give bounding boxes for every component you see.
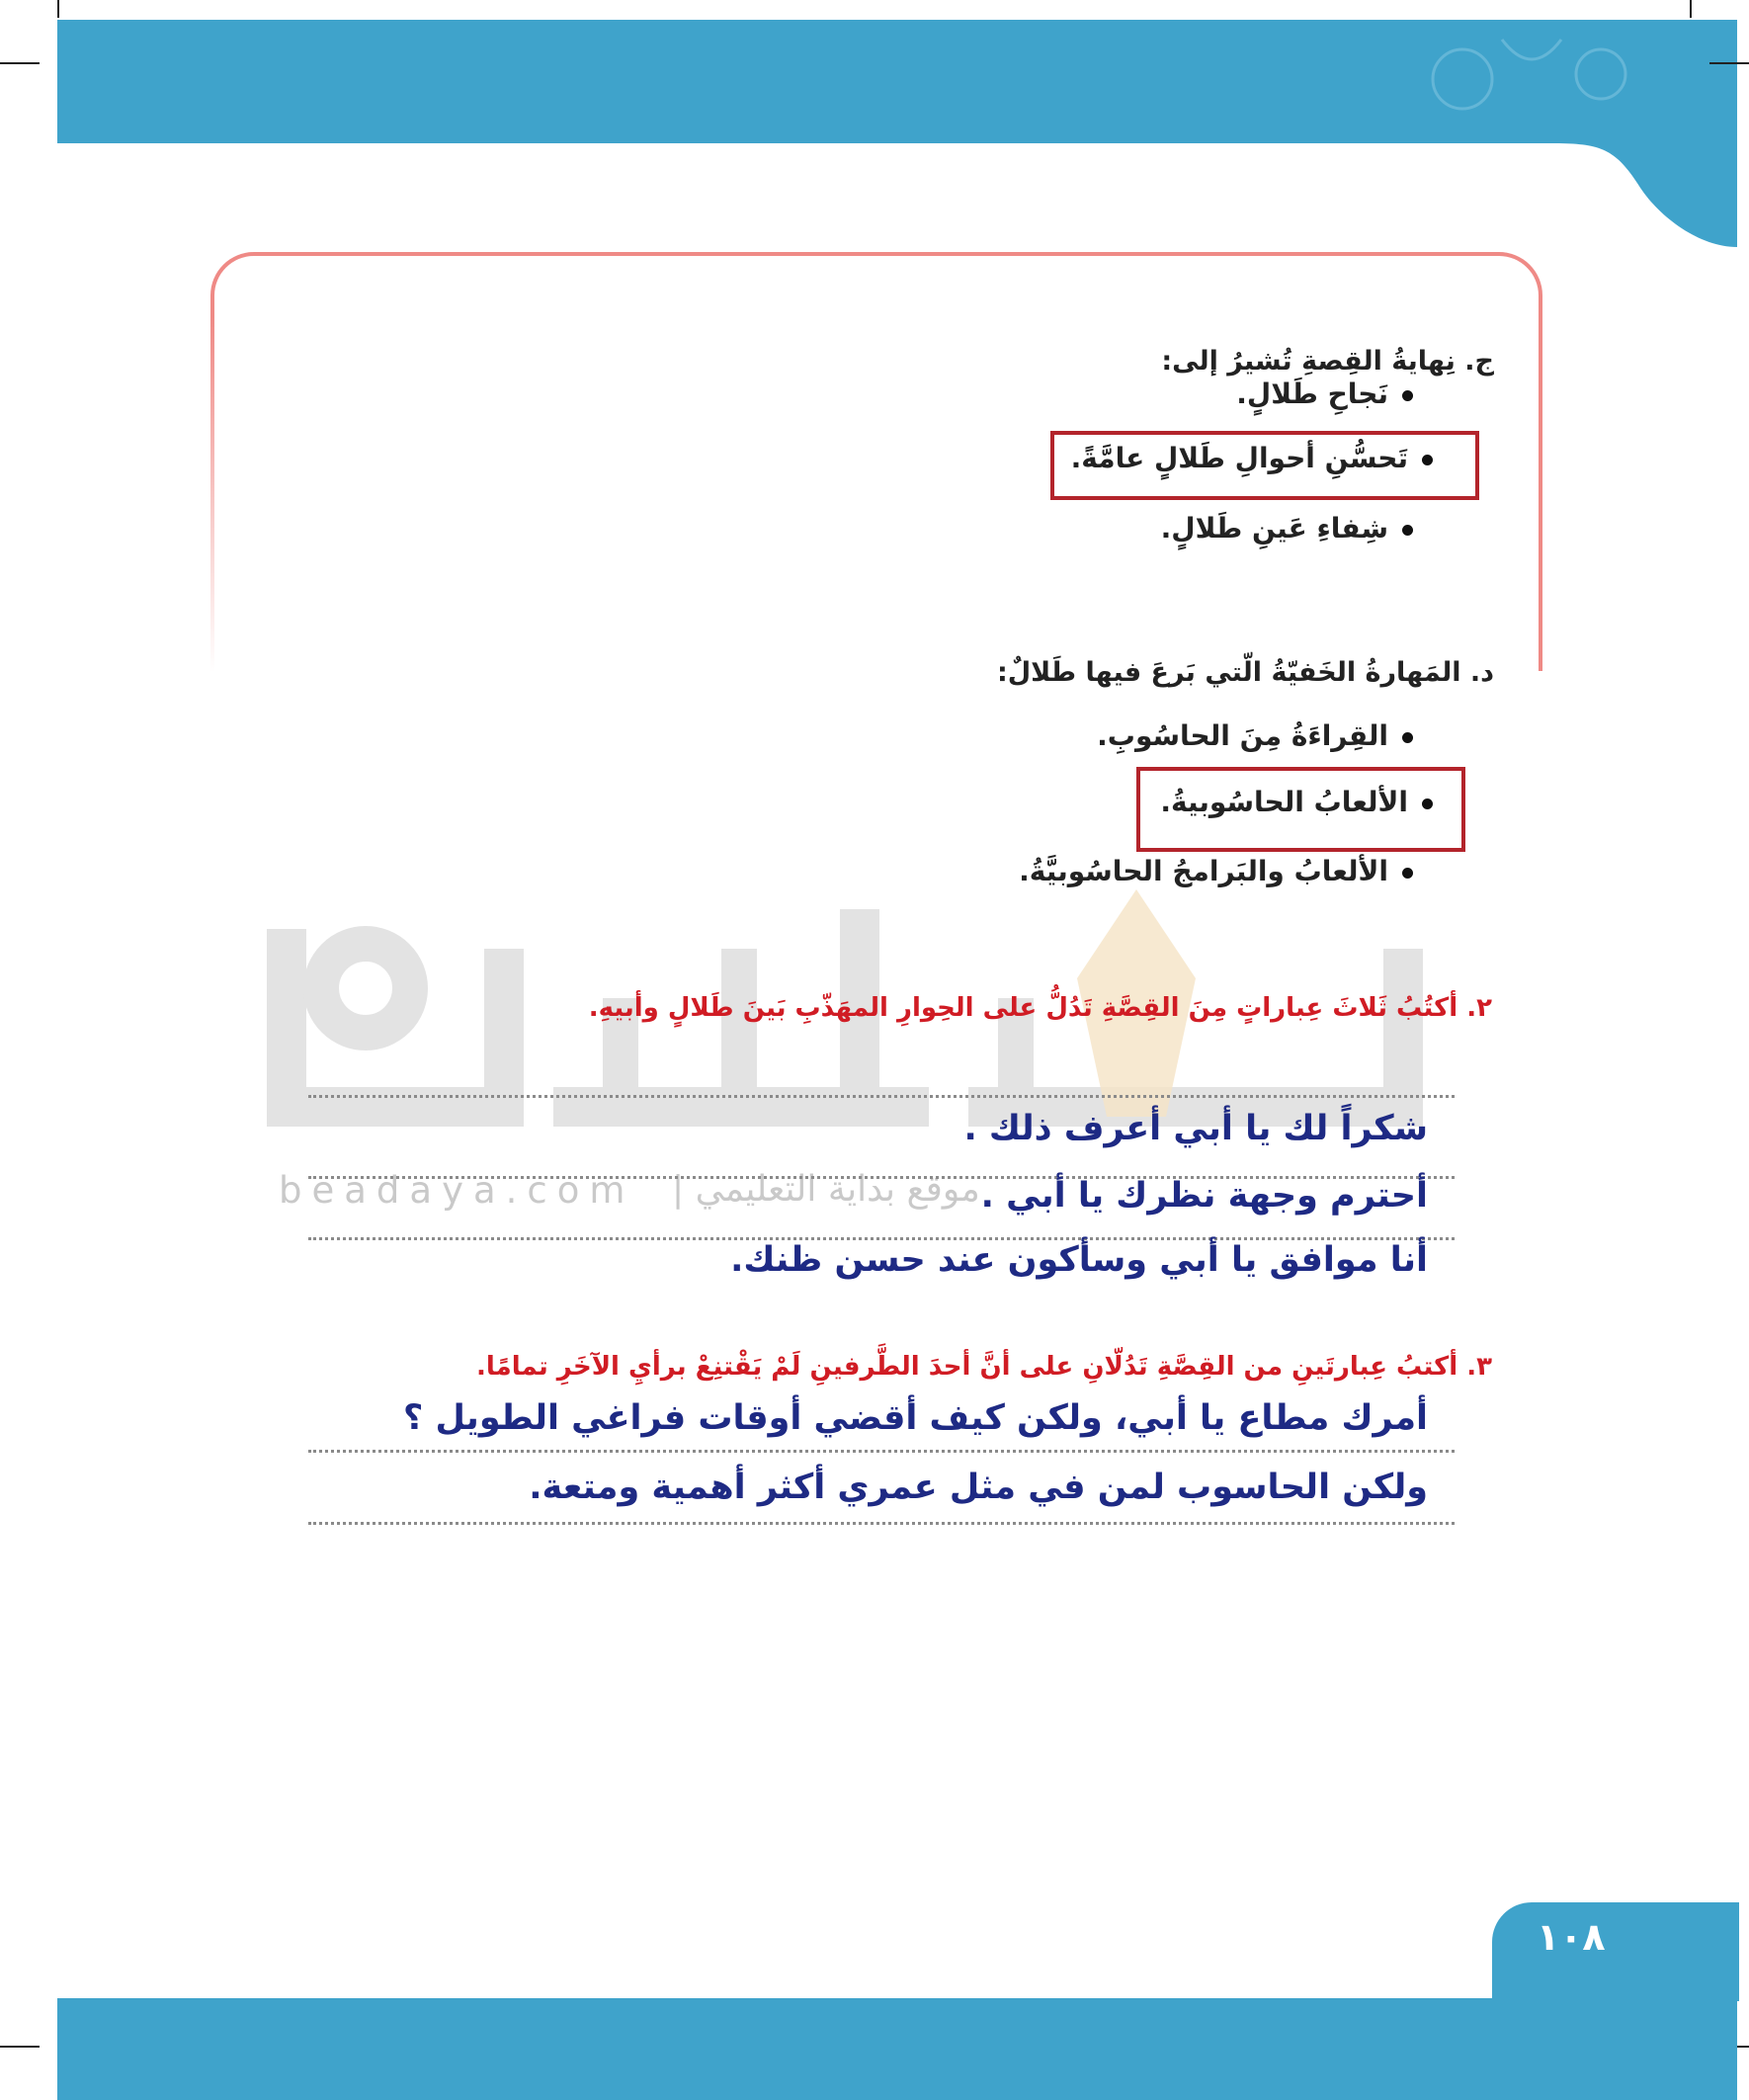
part-c-option: نَجاحِ طَلالٍ. (1236, 378, 1413, 410)
question-3-answer: ولكن الحاسوب لمن في مثل عمري أكثر أهمية ومتعة. (529, 1468, 1428, 1507)
question-2-answer: أحترم وجهة نظرك يا أبي . (980, 1176, 1428, 1216)
crop-mark (0, 62, 40, 64)
bullet-icon (1402, 525, 1413, 536)
part-c-option: شِفاءِ عَينِ طَلالٍ. (1161, 512, 1413, 545)
question-2-answer: أنا موافق يا أبي وسأكون عند حسن ظنك. (730, 1240, 1428, 1280)
crop-mark (1709, 62, 1749, 64)
question-2-prompt: ٢. أكتُبُ ثَلاثَ عِباراتٍ مِنَ القِصَّةِ تَدُلُّ على الحِوارِ المهَذّبِ بَينَ طَلالٍ وأبيهِ. (588, 993, 1492, 1023)
frame-fade (1533, 316, 1539, 672)
part-c-heading: ج. نِهايةُ القِصةِ تُشيرُ إلى: (1161, 346, 1494, 377)
watermark-url: beadaya.com (279, 1169, 635, 1212)
answer-line (308, 1450, 1455, 1453)
part-d-option-selected: الألعابُ الحاسُوبيةُ. (1160, 786, 1433, 818)
bullet-icon (1402, 732, 1413, 743)
crop-mark (0, 2046, 40, 2048)
frame-fade (208, 316, 214, 672)
part-c-option-selected: تَحسُّنِ أحوالِ طَلالٍ عامَّةً. (1071, 442, 1433, 474)
bullet-icon (1402, 390, 1413, 401)
page-number-tab (1492, 1902, 1739, 2001)
crop-mark (1690, 0, 1692, 18)
header-curve (1403, 20, 1737, 247)
answer-line (308, 1522, 1455, 1525)
question-2-answer: شكراً لك يا أبي أعرف ذلك . (963, 1109, 1428, 1148)
bullet-icon (1422, 455, 1433, 465)
bullet-icon (1402, 868, 1413, 879)
footer-band (57, 1998, 1737, 2100)
question-3-answer: أمرك مطاع يا أبي، ولكن كيف أقضي أوقات فراغي الطويل ؟ (402, 1398, 1428, 1438)
crop-mark (57, 0, 59, 18)
answer-line (308, 1095, 1455, 1098)
part-d-option: الألعابُ والبَرامجُ الحاسُوبيَّةُ. (1019, 855, 1413, 887)
bullet-icon (1422, 798, 1433, 809)
part-d-option: القِراءَةُ مِنَ الحاسُوبِ. (1097, 719, 1413, 752)
part-d-heading: د. المَهارةُ الخَفيّةُ الّتي بَرعَ فيها طَلالٌ: (996, 657, 1494, 688)
page-number: ١٠٨ (1537, 1915, 1606, 1959)
question-3-prompt: ٣. أكتبُ عِبارتَينِ من القِصَّةِ تَدُلّانِ على أنَّ أحدَ الطَّرفينِ لَمْ يَقْتنِعْ برأيِ الآخَرِ تمامًا. (476, 1352, 1492, 1382)
watermark-site: موقع بداية التعليمي | (672, 1169, 980, 1210)
